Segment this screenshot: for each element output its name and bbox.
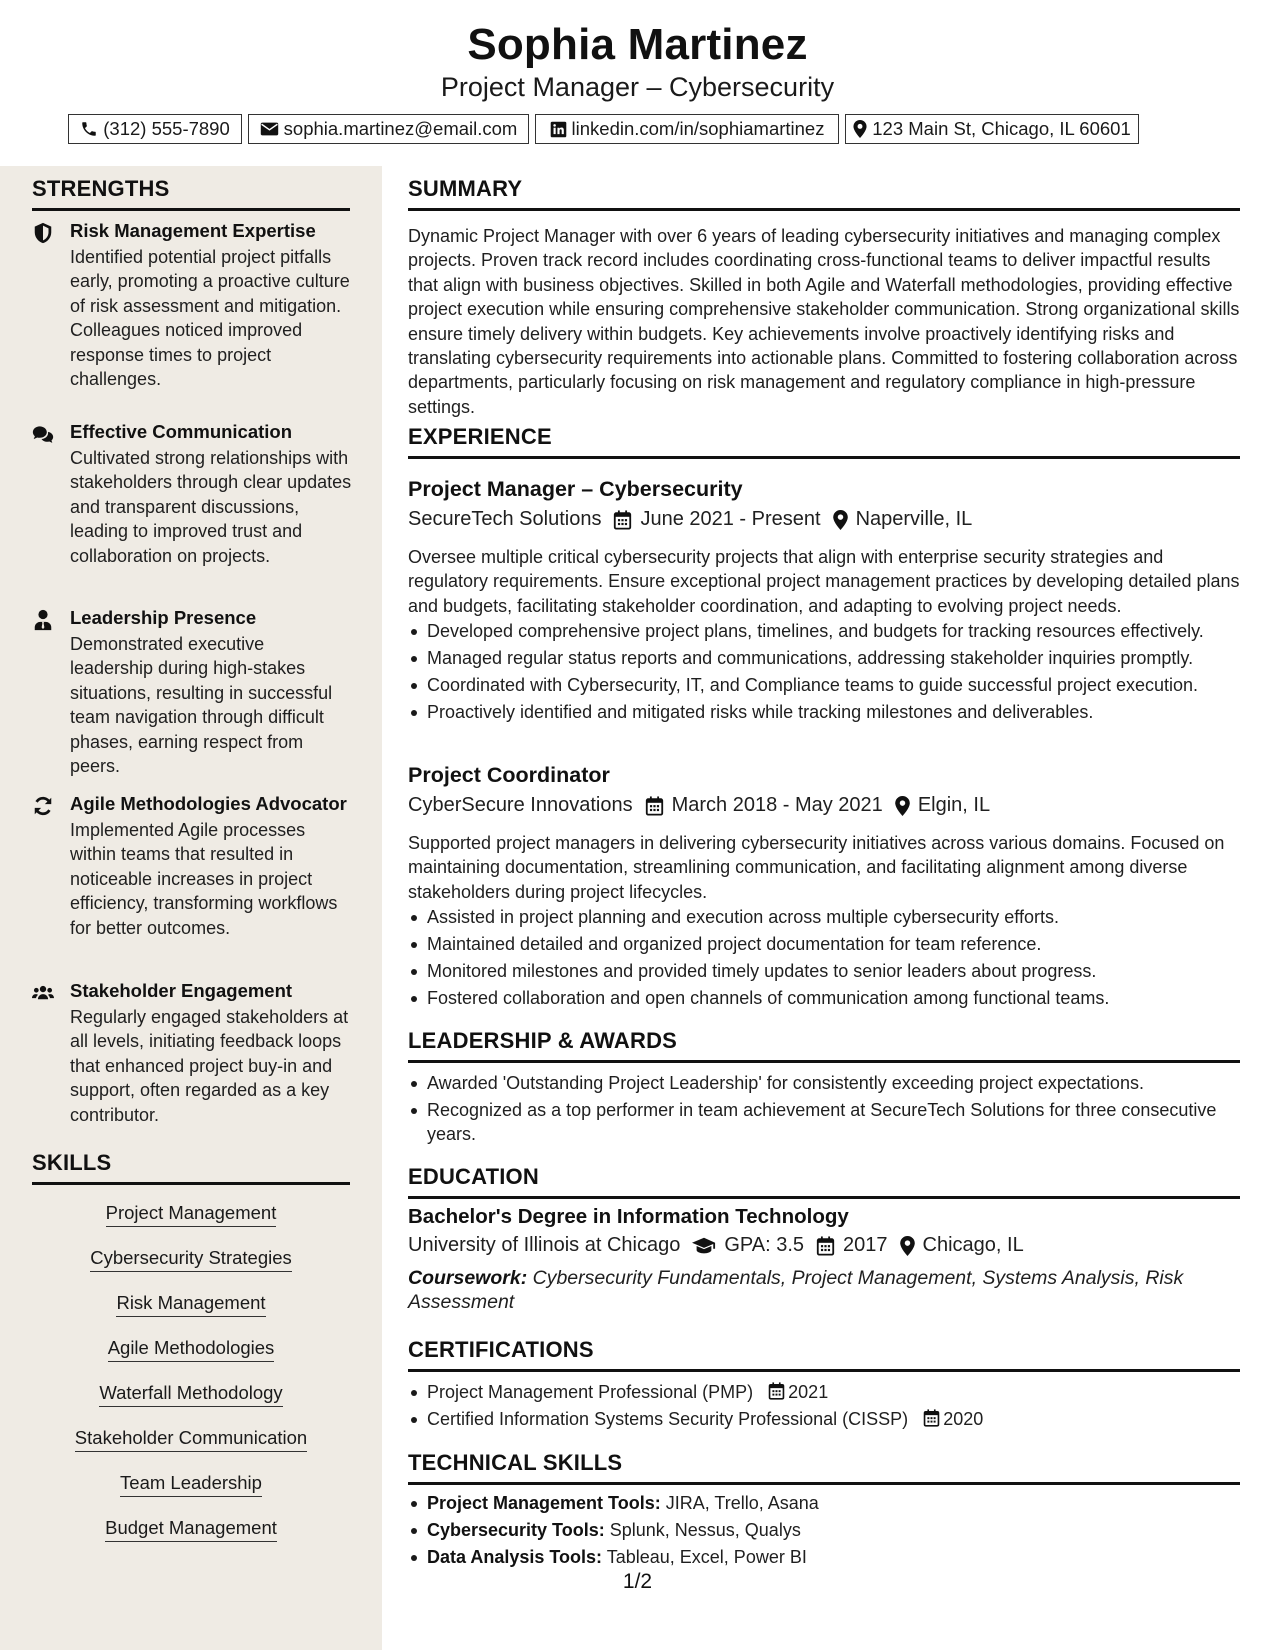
list-item: Proactively identified and mitigated risks while tracking milestones and deliverables. bbox=[408, 700, 1240, 724]
tech-label: Project Management Tools: bbox=[427, 1493, 661, 1513]
strength-desc: Regularly engaged stakeholders at all levels, initiating feedback loops that enhanced project buy-in and support, often regarded as a key contributor. bbox=[70, 1007, 349, 1125]
email-text: sophia.martinez@email.com bbox=[283, 118, 518, 139]
phone-text: (312) 555-7890 bbox=[103, 118, 230, 139]
skill-item: Stakeholder Communication bbox=[32, 1427, 350, 1452]
map-pin-icon bbox=[895, 796, 910, 816]
skill-item: Risk Management bbox=[32, 1292, 350, 1317]
comments-icon bbox=[32, 423, 54, 445]
list-item: Managed regular status reports and communications, addressing stakeholder inquiries promptly. bbox=[408, 646, 1240, 670]
list-item bbox=[408, 1380, 1240, 1404]
tech-value: Splunk, Nessus, Qualys bbox=[609, 1520, 801, 1540]
job-dates: March 2018 - May 2021 bbox=[671, 794, 883, 816]
candidate-title: Project Manager – Cybersecurity bbox=[440, 72, 835, 102]
contact-email[interactable] bbox=[248, 114, 529, 144]
list-item: Fostered collaboration and open channels of communication among functional teams. bbox=[408, 986, 1240, 1010]
job-meta bbox=[408, 508, 972, 531]
job-role: Project Coordinator bbox=[408, 763, 610, 787]
contact-address bbox=[845, 114, 1139, 144]
skill-item: Budget Management bbox=[32, 1517, 350, 1542]
experience-title: EXPERIENCE bbox=[408, 424, 1240, 459]
technical-title: TECHNICAL SKILLS bbox=[408, 1450, 1240, 1485]
calendar-icon bbox=[768, 1382, 785, 1400]
calendar-icon bbox=[923, 1409, 940, 1427]
degree: Bachelor's Degree in Information Technology bbox=[408, 1205, 849, 1228]
strength-title: Agile Methodologies Advocator bbox=[70, 793, 347, 814]
calendar-icon bbox=[816, 1236, 835, 1256]
candidate-name: Sophia Martinez bbox=[467, 20, 808, 69]
address-text: 123 Main St, Chicago, IL 60601 bbox=[872, 118, 1131, 139]
cert-name: Project Management Professional (PMP) bbox=[427, 1382, 754, 1402]
list-item bbox=[408, 1545, 1240, 1569]
education-title: EDUCATION bbox=[408, 1164, 1240, 1199]
certifications-title: CERTIFICATIONS bbox=[408, 1337, 1240, 1372]
gpa: GPA: 3.5 bbox=[724, 1234, 805, 1256]
strength-desc: Implemented Agile processes within teams that resulted in noticeable increases in project efficiency, transforming workflows for better outcomes. bbox=[70, 820, 338, 938]
cert-name: Certified Information Systems Security Professional (CISSP) bbox=[427, 1409, 909, 1429]
certifications-list bbox=[408, 1380, 1240, 1434]
awards-title: LEADERSHIP & AWARDS bbox=[408, 1028, 1240, 1063]
linkedin-icon bbox=[550, 121, 567, 138]
page-indicator: 1/2 bbox=[622, 1570, 653, 1593]
list-item bbox=[408, 1518, 1240, 1542]
awards-list bbox=[408, 1071, 1240, 1149]
map-pin-icon bbox=[833, 510, 848, 530]
job-company: SecureTech Solutions bbox=[408, 508, 602, 530]
map-pin-icon bbox=[853, 120, 867, 138]
job-role: Project Manager – Cybersecurity bbox=[408, 477, 743, 501]
list-item bbox=[408, 1407, 1240, 1431]
list-item: Maintained detailed and organized project documentation for team reference. bbox=[408, 932, 1240, 956]
list-item bbox=[408, 1491, 1240, 1515]
job-desc: Oversee multiple critical cybersecurity projects that align with enterprise security strategies and regulatory requirements. Ensure exceptional project management practices by developing detailed plans and budgets, facilitating stakeholder coordination, and adapting to evolving project needs. bbox=[408, 547, 1240, 616]
summary-text: Dynamic Project Manager with over 6 years of leading cybersecurity initiatives and managing complex projects. Proven track record includes coordinating cross-functional teams to deliver impactful results that align with business objectives. Skilled in both Agile and Waterfall methodologies, providing effective project execution while ensuring comprehensive stakeholder communication. Strong organizational skills ensure timely delivery within budgets. Key achievements involve proactively identifying risks and translating cybersecurity requirements into actionable plans. Committed to fostering collaboration across departments, particularly focusing on risk management and regulatory compliance in high-pressure settings. bbox=[408, 226, 1240, 417]
coursework bbox=[408, 1266, 1240, 1314]
job-meta bbox=[408, 794, 990, 817]
envelope-icon bbox=[260, 121, 279, 137]
contact-row bbox=[0, 114, 1275, 144]
school-name: University of Illinois at Chicago bbox=[408, 1234, 681, 1256]
strength-desc: Demonstrated executive leadership during high-stakes situations, resulting in successful team navigation through difficult phases, earning respect from peers. bbox=[70, 634, 333, 777]
skills-title: SKILLS bbox=[32, 1150, 350, 1185]
cert-year: 2020 bbox=[943, 1409, 984, 1429]
list-item: Assisted in project planning and execution across multiple cybersecurity efforts. bbox=[408, 905, 1240, 929]
map-pin-icon bbox=[900, 1236, 915, 1256]
shield-icon bbox=[32, 222, 54, 244]
skill-item: Waterfall Methodology bbox=[32, 1382, 350, 1407]
skill-item: Agile Methodologies bbox=[32, 1337, 350, 1362]
job-desc: Supported project managers in delivering cybersecurity initiatives across various domains. Focused on maintaining documentation, streamlining communication, and facilitating alignment among diverse stakeholders during project lifecycles. bbox=[408, 833, 1225, 902]
contact-phone[interactable] bbox=[68, 114, 242, 144]
linkedin-text: linkedin.com/in/sophiamartinez bbox=[571, 118, 825, 139]
skill-item: Project Management bbox=[32, 1202, 350, 1227]
strength-desc: Identified potential project pitfalls early, promoting a proactive culture of risk assessment and mitigation. Colleagues noticed improved response times to project challenges. bbox=[70, 247, 350, 390]
job-location: Naperville, IL bbox=[855, 508, 973, 530]
strengths-title: STRENGTHS bbox=[32, 176, 350, 211]
calendar-icon bbox=[645, 796, 664, 816]
education-meta bbox=[408, 1234, 1024, 1257]
job-location: Elgin, IL bbox=[917, 794, 991, 816]
graduation-cap-icon bbox=[692, 1237, 716, 1255]
job-bullets bbox=[408, 905, 1240, 1013]
job-company: CyberSecure Innovations bbox=[408, 794, 633, 816]
strength-desc: Cultivated strong relationships with stakeholders through clear updates and transparent discussions, leading to improved trust and collaboration on projects. bbox=[70, 448, 352, 566]
skill-item: Team Leadership bbox=[32, 1472, 350, 1497]
contact-linkedin[interactable] bbox=[535, 114, 839, 144]
tech-value: JIRA, Trello, Asana bbox=[665, 1493, 819, 1513]
list-item: Developed comprehensive project plans, timelines, and budgets for tracking resources effectively. bbox=[408, 619, 1240, 643]
list-item: Recognized as a top performer in team achievement at SecureTech Solutions for three consecutive years. bbox=[408, 1098, 1240, 1147]
sidebar bbox=[0, 166, 382, 1650]
skill-item: Cybersecurity Strategies bbox=[32, 1247, 350, 1272]
job-dates: June 2021 - Present bbox=[640, 508, 821, 530]
list-item: Monitored milestones and provided timely updates to senior leaders about progress. bbox=[408, 959, 1240, 983]
school-location: Chicago, IL bbox=[922, 1234, 1024, 1256]
strength-title: Risk Management Expertise bbox=[70, 220, 316, 241]
phone-icon bbox=[80, 120, 98, 138]
resume-header bbox=[0, 0, 1275, 166]
sync-icon bbox=[32, 795, 54, 817]
graduation-year: 2017 bbox=[843, 1234, 888, 1256]
calendar-icon bbox=[613, 510, 632, 530]
users-icon bbox=[32, 982, 54, 1004]
tech-value: Tableau, Excel, Power BI bbox=[606, 1547, 807, 1567]
coursework-label: Coursework: bbox=[408, 1267, 528, 1289]
strength-title: Effective Communication bbox=[70, 421, 293, 442]
user-tie-icon bbox=[32, 609, 54, 631]
technical-list bbox=[408, 1491, 1240, 1572]
summary-title: SUMMARY bbox=[408, 176, 1240, 211]
list-item: Coordinated with Cybersecurity, IT, and Compliance teams to guide successful project execution. bbox=[408, 673, 1240, 697]
strength-title: Stakeholder Engagement bbox=[70, 980, 293, 1001]
job-bullets bbox=[408, 619, 1240, 727]
cert-year: 2021 bbox=[788, 1382, 829, 1402]
coursework-list: Cybersecurity Fundamentals, Project Management, Systems Analysis, Risk Assessment bbox=[408, 1267, 1184, 1313]
strength-title: Leadership Presence bbox=[70, 607, 257, 628]
list-item: Awarded 'Outstanding Project Leadership' for consistently exceeding project expectations. bbox=[408, 1071, 1240, 1095]
tech-label: Data Analysis Tools: bbox=[427, 1547, 603, 1567]
tech-label: Cybersecurity Tools: bbox=[427, 1520, 605, 1540]
